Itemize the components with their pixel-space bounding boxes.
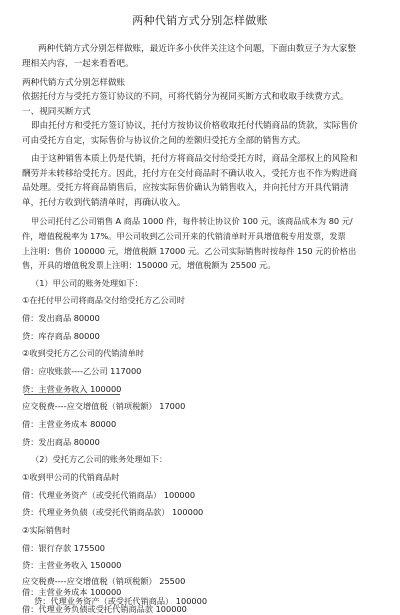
paragraph-line: 即由托付方和受托方签订协议，托付方按协议价格收取托付代销商品的货款，实际售价 [31, 121, 358, 131]
step-heading: ②实际销售时 [22, 525, 71, 535]
journal-entry: 贷：库存商品 80000 [22, 331, 100, 341]
journal-entry: 贷：主营业务收入 150000 [22, 560, 122, 570]
journal-entry: 借：代理业务负债或受托代销商品款 100000 [22, 604, 187, 614]
step-heading: ①收到甲公司的代销商品时 [22, 472, 120, 482]
paragraph-line: 由于这种销售本质上仍是代销，托付方将商品交付给受托方时，商品全部权上的风险和 [31, 154, 358, 164]
intro-line: 两种代销方式分别怎样做账，最近许多小伙伴关注这个问题，下面由数豆子为大家整 [38, 44, 356, 54]
journal-entry: 借：主营业务成本 100000 [22, 587, 122, 597]
paragraph-line: 依据托付方与受托方签订协议的不同，可将代销分为视同买断方式和收取手续费方式。 [22, 92, 349, 102]
journal-entry: 贷：主营业务收入 100000 [22, 384, 122, 394]
example-line: 件，增值税税率为 17%。甲公司收到乙公司开来的代销清单时开具增值税专用发票，发票 [22, 231, 346, 241]
paragraph-line: 可由受托方自定，实际售价与协议价之间的差额归受托方全部的销售方式。 [22, 136, 306, 146]
paragraph-line: 品处理。受托方将商品销售后，应按实际售价确认为销售收入，并向托付方开具代销清 [22, 183, 349, 193]
journal-entry: 应交税费----应交增值税（销项税额） 25500 [22, 576, 186, 586]
journal-entry: 贷：代理业务负债（或受托代销商品款） 100000 [22, 507, 204, 517]
journal-entry: 应交税费----应交增值税（销项税额） 17000 [22, 401, 186, 411]
document-title: 两种代销方式分别怎样做账 [132, 14, 268, 27]
intro-line: 理相关内容，一起来看看吧。 [22, 59, 134, 69]
journal-entry: 借：应收账款----乙公司 117000 [22, 366, 142, 376]
example-line: 甲公司托付乙公司销售 A 商品 1000 件，每件转让协议价 100 元，该商品成本为 80 元/ [31, 216, 353, 226]
journal-entry: 借：银行存款 175500 [22, 543, 105, 553]
journal-entry: 贷：代理业务资产（或受托代销商品） 100000 [34, 596, 208, 606]
separator-line [24, 394, 120, 395]
subsection-heading: （2）受托方乙公司的账务处理如下： [31, 454, 168, 464]
step-heading: ①在托付甲公司将商品交付给受托方乙公司时 [22, 295, 185, 305]
section-heading: 一、视同买断方式 [22, 107, 91, 117]
journal-entry: 借：主营业务成本 80000 [22, 419, 117, 429]
paragraph-line: 酬劳并未转移给受托方。因此，托付方在交付商品时不确认收入，受托方也不作为购进商 [22, 169, 358, 179]
paragraph-line: 单，托付方收到代销清单时，再确认收入。 [22, 198, 186, 208]
example-line: 售，开具的增值税发票上注明：150000 元，增值税额为 25500 元。 [22, 260, 276, 270]
subsection-heading: （1）甲公司的账务处理如下： [31, 278, 143, 288]
example-line: 上注明：售价 100000 元，增值税额 17000 元。乙公司实际销售时按每件 150 元的价格出 [22, 246, 357, 256]
step-heading: ②收到受托方乙公司的代销清单时 [22, 348, 144, 358]
journal-entry: 借：发出商品 80000 [22, 313, 100, 323]
journal-entry: 借：代理业务资产（或受托代销商品） 100000 [22, 490, 196, 500]
journal-entry: 贷：发出商品 80000 [22, 437, 100, 447]
section-heading: 两种代销方式分别怎样做账 [22, 78, 126, 88]
